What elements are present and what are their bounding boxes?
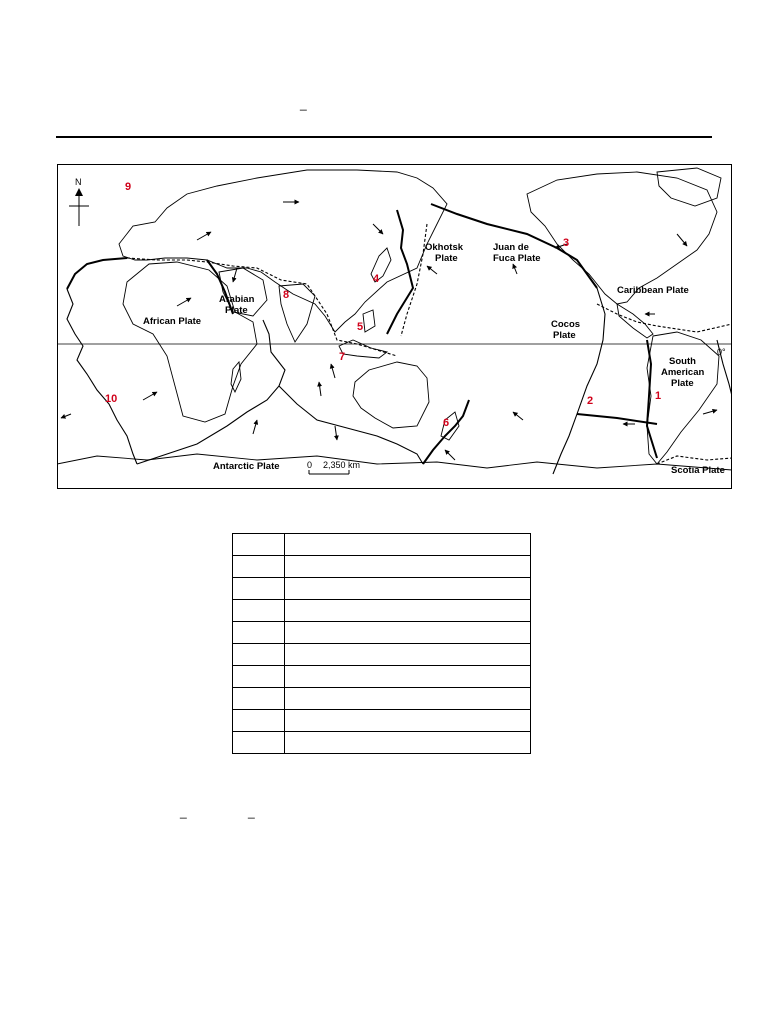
answer-number-cell[interactable] [233,688,285,710]
scale-end: 2,350 km [323,460,361,470]
answer-cell[interactable] [285,578,531,600]
answer-number-cell[interactable] [233,534,285,556]
juan-label-1: Juan de [493,242,529,253]
okhotsk-label-1: Okhotsk [425,242,464,253]
number-3: 3 [563,237,570,249]
blank-marker: _ [248,805,255,819]
answer-cell[interactable] [285,534,531,556]
header-rule [56,136,712,138]
answer-table [232,533,531,754]
southam-label-1: South [669,356,696,367]
table-row [233,556,531,578]
african-label: African Plate [143,316,202,327]
number-4: 4 [373,273,380,285]
juan-label-2: Fuca Plate [493,253,541,264]
cocos-label-2: Plate [553,330,576,341]
table-row [233,600,531,622]
map-svg [57,164,732,489]
answer-cell[interactable] [285,666,531,688]
southam-label-2: American [661,367,705,378]
caribbean-label: Caribbean Plate [617,285,689,296]
number-9: 9 [125,181,132,193]
compass-label: N [75,177,82,187]
answer-number-cell[interactable] [233,556,285,578]
answer-cell[interactable] [285,644,531,666]
antarctic-label: Antarctic Plate [213,461,280,472]
number-10: 10 [105,393,118,405]
answer-number-cell[interactable] [233,622,285,644]
answer-number-cell[interactable] [233,578,285,600]
table-row [233,622,531,644]
number-5: 5 [357,321,364,333]
answer-cell[interactable] [285,622,531,644]
arabian-label-2: Plate [225,305,248,316]
scotia-label: Scotia Plate [671,465,725,476]
number-6: 6 [443,417,450,429]
table-row [233,578,531,600]
blank-marker: _ [300,97,307,111]
table-row [233,644,531,666]
southam-label-3: Plate [671,378,694,389]
answer-cell[interactable] [285,600,531,622]
table-row [233,710,531,732]
table-row [233,666,531,688]
equator-label: 0° [717,347,726,357]
table-row [233,534,531,556]
plate-tectonics-map [57,164,732,489]
answer-cell[interactable] [285,732,531,754]
answer-number-cell[interactable] [233,644,285,666]
table-row [233,732,531,754]
okhotsk-label-2: Plate [435,253,458,264]
table-row [233,688,531,710]
answer-number-cell[interactable] [233,710,285,732]
arabian-label-1: Arabian [219,294,255,305]
answer-number-cell[interactable] [233,666,285,688]
number-7: 7 [339,351,346,363]
answer-number-cell[interactable] [233,600,285,622]
number-8: 8 [283,289,290,301]
answer-cell[interactable] [285,688,531,710]
answer-cell[interactable] [285,556,531,578]
cocos-label-1: Cocos [551,319,581,330]
number-2: 2 [587,395,594,407]
scale-start: 0 [307,460,313,470]
blank-marker: _ [180,805,187,819]
answer-cell[interactable] [285,710,531,732]
number-1: 1 [655,390,662,402]
answer-number-cell[interactable] [233,732,285,754]
